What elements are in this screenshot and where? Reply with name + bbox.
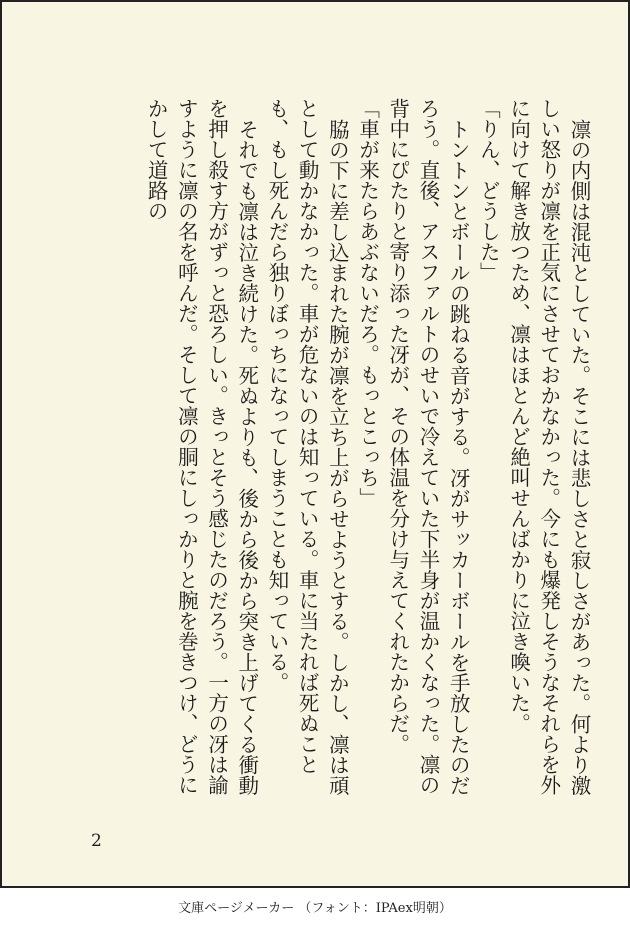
vertical-text-body: [141, 98, 594, 798]
paragraph-3: トントンとボールの跳ねる音がする。冴がサッカーボールを手放したのだろう。直後、アスファルトのせいで冷えていた下半身が温かくなった。凛の背中にぴたりと寄り添った冴が、その体温を分け与えてくれたからだ。: [385, 98, 471, 795]
footer-credit: 文庫ページメーカー （フォント：IPAex明朝）: [178, 901, 452, 916]
paragraph-6: それでも凛は泣き続けた。死ぬよりも、後から後から突き上げてくる衝動を押し殺す方がずっと恐ろしい。きっとそう感じたのだろう。一方の冴は諭すように凛の名を呼んだ。そして凛の胴にしっかりと腕を巻きつけ、どうにかして道路の: [144, 98, 259, 795]
page-number: 2: [91, 831, 102, 851]
paragraph-5: 脇の下に差し込まれた腕が凛を立ち上がらせようとする。しかし、凛は頑として動かなかった。車が危ないのは知っている。車に当たれば死ぬことも、もし死んだら独りぼっちになってしまうことも知っている。: [264, 98, 350, 795]
paragraph-2-dialogue: 「りん、どうした」: [476, 98, 501, 283]
paragraph-4-dialogue: 「車が来たらあぶないだろ。もっとこっち」: [355, 98, 380, 508]
paragraph-1: 凛の内側は混沌としていた。そこには悲しさと寂しさがあった。何より激しい怒りが凛を正気にさせておかなかった。今にも爆発しそうなそれらを外に向けて解き放つため、凛はほとんど絶叫せんばかりに泣き喚いた。: [506, 98, 591, 795]
